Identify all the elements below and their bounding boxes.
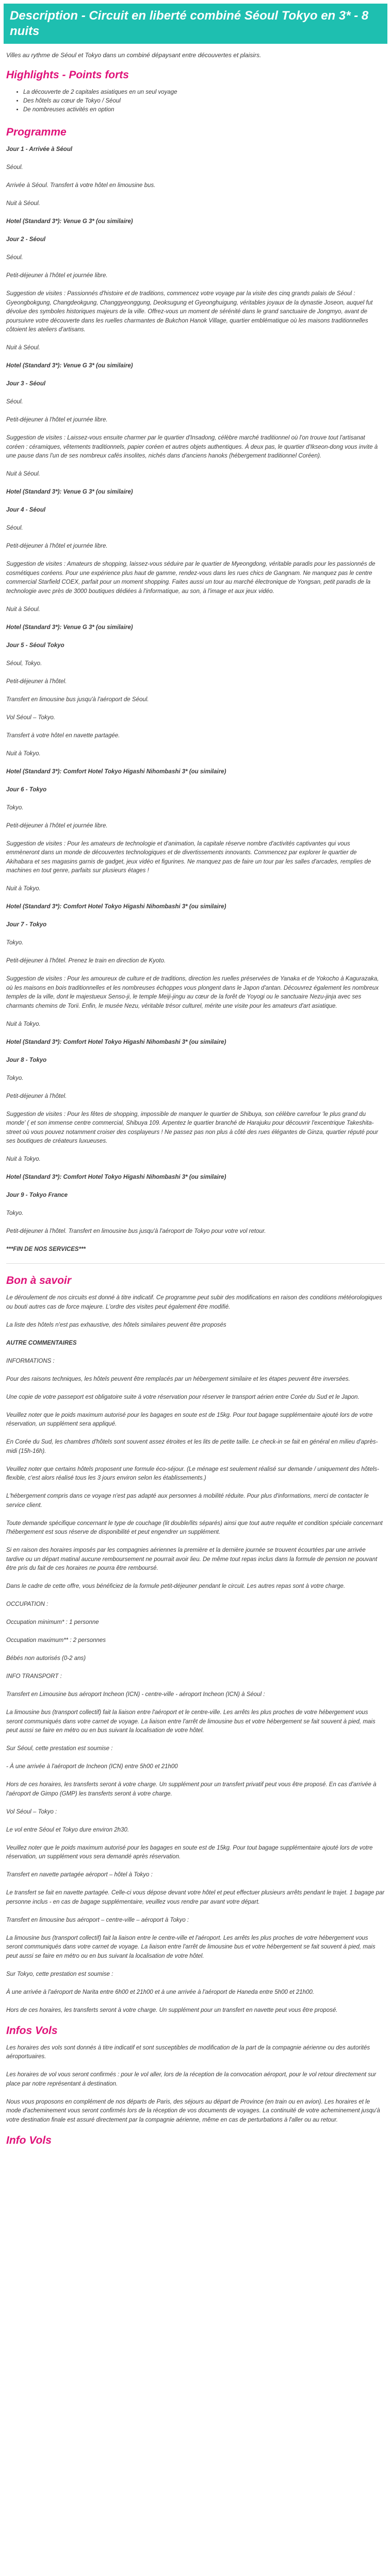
programme-heading-line: ***FIN DE NOS SERVICES***	[6, 1246, 86, 1252]
programme-paragraph: Nuit à Tokyo.	[6, 886, 41, 892]
bon-a-savoir-paragraph: Veuillez noter que le poids maximum autorisé pour les bagages en soute est de 15kg. Pour tout bagage supplémentaire ajouté lors de votre réservation, un supplément sera appliqué.	[6, 1412, 373, 1427]
programme-heading-line: Jour 4 - Séoul	[6, 507, 46, 513]
programme-paragraph: Séoul.	[6, 525, 23, 531]
bon-a-savoir-paragraph: Dans le cadre de cette offre, vous bénéficiez de la formule petit-déjeuner pendant le circuit. Les autres repas sont à votre charge.	[6, 1583, 346, 1589]
bon-a-savoir-paragraph: Vol Séoul – Tokyo :	[6, 1808, 57, 1815]
programme-paragraph: Arrivée à Séoul. Transfert à votre hôtel en limousine bus.	[6, 182, 156, 189]
programme-paragraph: Petit-déjeuner à l'hôtel et journée libre.	[6, 822, 108, 829]
bon-a-savoir-paragraph: À une arrivée à l'aéroport de Narita entre 6h00 et 21h00 et à une arrivée à l'aéroport de Haneda entre 5h00 et 21h00.	[6, 1989, 315, 1995]
programme-body	[6, 145, 385, 1255]
programme-heading-line: Jour 9 - Tokyo France	[6, 1192, 68, 1198]
programme-paragraph: Suggestion de visites : Pour les amoureux de culture et de traditions, direction les ruelles préservées de Yanaka et de Yokocho à Kagurazaka, où les maisons en bois traditionnelles et les nombreuses échoppes vous plongent dans le Japon d'antan. Découvrez également les nombreux temples de la ville, dont le majestueux Senso-ji, le temple Meiji-jingu au cœur de la forêt de Yoyogi ou le sanctuaire Nezu-jinja avec ses charmants chemins de Torii. Enfin, le musée Nezu, véritable trésor culturel, mérite une visite pour les amateurs d'art asiatique.	[6, 976, 379, 1009]
programme-heading: Programme	[6, 126, 67, 138]
programme-paragraph: Petit-déjeuner à l'hôtel et journée libre.	[6, 417, 108, 423]
highlight-item: • Des hôtels au cœur de Tokyo / Séoul	[23, 97, 387, 106]
programme-paragraph: Nuit à Tokyo.	[6, 1021, 41, 1027]
programme-paragraph: Petit-déjeuner à l'hôtel et journée libre.	[6, 273, 108, 279]
bon-a-savoir-paragraph: Le déroulement de nos circuits est donné à titre indicatif. Ce programme peut subir des modifications en raison des conditions météorologiques ou bouti autres cas de force majeure. L'ordre des visites peut également être modifié.	[6, 1295, 382, 1310]
bon-a-savoir-paragraph: Transfert en Limousine bus aéroport Incheon (ICN) - centre-ville - aéroport Incheon (ICN) à Séoul :	[6, 1691, 265, 1698]
bon-a-savoir-paragraph: La limousine bus (transport collectif) fait la liaison entre le centre-ville et l'aéroport. Les arrêts les plus proches de votre hébergement vous seront communiqués dans votre carnet de voyage. La liaison entre l'arrêt de limousine bus et votre hébergement se fait souvent à pied, mais peut aussi se faire en métro ou en bus suivant la localisation de votre hôtel.	[6, 1935, 376, 1959]
programme-heading-line: Jour 1 - Arrivée à Séoul	[6, 146, 73, 152]
programme-heading-line: Jour 8 - Tokyo	[6, 1057, 47, 1063]
programme-heading-line: Hotel (Standard 3*): Venue G 3* (ou similaire)	[6, 363, 133, 369]
bon-a-savoir-paragraph: Le transfert se fait en navette partagée. Celle-ci vous dépose devant votre hôtel et peut effectuer plusieurs arrêts pendant le trajet. 1 bagage par personne inclus - en cas de bagage supplémentaire, veuillez vous rendre par avant votre départ.	[6, 1890, 385, 1905]
programme-paragraph: Nuit à Séoul.	[6, 471, 40, 477]
programme-heading-line: Hotel (Standard 3*): Comfort Hotel Tokyo Higashi Nihombashi 3* (ou similaire)	[6, 904, 226, 910]
programme-heading-line: Jour 7 - Tokyo	[6, 922, 47, 928]
infos-vols-paragraph: Les horaires des vols sont donnés à titre indicatif et sont susceptibles de modification de la part de la compagnie aérienne ou des autorités aéroportuaires.	[6, 2044, 370, 2060]
programme-paragraph: Suggestion de visites : Amateurs de shopping, laissez-vous séduire par le quartier de Myeongdong, véritable paradis pour les passionnés de cosmétiques coréens. Pour une expérience plus haut de gamme, rendez-vous dans les rues chics de Gangnam. Ne manquez pas le centre commercial Starfield COEX, parfait pour un moment shopping. Faites aussi un tour au marché électronique de Yongsan, petit paradis de la technologie avec près de 3000 boutiques dédiées à l'informatique, au son, à l'image et aux jeux vidéo.	[6, 561, 376, 595]
programme-paragraph: Suggestion de visites : Passionnés d'histoire et de traditions, commencez votre voyage par la visite des cinq grands palais de Séoul : Gyeongbokgung, Changdeokgung, Changgyeonggung, Deoksugung et Gyeonghuigung, véritables joyaux de la dynastie Joseon, auquel fut dévolue des symboles historiques majeurs de la ville. Offrez-vous un moment de sérénité dans le grand sanctuaire de Jongmyo, avant de poursuivre votre découverte dans les ruelles charmantes de Bukchon Hanok Village, quartier emblématique où les maisons traditionnelles côtoient les ateliers d'artisans.	[6, 291, 373, 333]
bon-a-savoir-paragraph: Hors de ces horaires, les transferts seront à votre charge. Un supplément pour un transfert privatif peut vous être proposé. En cas d'arrivée à l'aéroport de Gimpo (GMP) les transferts seront à votre charge.	[6, 1782, 377, 1797]
highlight-item: • De nombreuses activités en option	[23, 106, 387, 114]
page-root	[0, 4, 391, 2147]
programme-paragraph: Séoul.	[6, 164, 23, 171]
bon-a-savoir-heading: Bon à savoir	[6, 1275, 72, 1286]
programme-paragraph: Tokyo.	[6, 804, 24, 811]
bon-a-savoir-paragraph: Hors de ces horaires, les transferts seront à votre charge. Un supplément pour un transfert en navette peut vous être proposé.	[6, 2007, 338, 2013]
bon-a-savoir-paragraph: Occupation maximum** : 2 personnes	[6, 1637, 106, 1643]
programme-paragraph: Transfert en limousine bus jusqu'à l'aéroport de Séoul.	[6, 696, 149, 703]
bon-a-savoir-heading-line: AUTRE COMMENTAIRES	[6, 1340, 77, 1346]
programme-paragraph: Petit-déjeuner à l'hôtel et journée libre.	[6, 543, 108, 549]
programme-heading-line: Jour 3 - Séoul	[6, 381, 46, 387]
programme-paragraph: Suggestion de visites : Pour les amateurs de technologie et d'animation, la capitale réserve nombre d'activités captivantes qui vous emmèneront dans un monde de découvertes technologiques et de divertissements innovants. Commencez par explorer le quartier de Akihabara et ses magasins garnis de gadget, jeux vidéo et figurines. Ne manquez pas de faire un tour par les salles d'arcades, remplies de machines en tout genre, parfaits sur plusieurs étages !	[6, 840, 371, 874]
bon-a-savoir-paragraph: Veuillez noter que certains hôtels proposent une formule éco-séjour. (Le ménage est seulement réalisé sur demande / uniquement des hôtels-flexible, c'est alors réalisé tous les 3 jours environ selon les établissements.)	[6, 1466, 379, 1481]
programme-paragraph: Nuit à Tokyo.	[6, 1156, 41, 1162]
bon-a-savoir-paragraph: La liste des hôtels n'est pas exhaustive, des hôtels similaires peuvent être proposés	[6, 1321, 226, 1328]
programme-paragraph: Petit-déjeuner à l'hôtel.	[6, 678, 67, 685]
bon-a-savoir-paragraph: La limousine bus (transport collectif) fait la liaison entre l'aéroport et le centre-ville. Les arrêts les plus proches de votre hébergement vous seront communiqués dans votre carnet de voyage. La liaison entre l'arrêt de limousine bus et votre hébergement se fait souvent à pied, mais peut aussi se faire en métro ou en bus suivant la localisation de votre hôtel.	[6, 1709, 376, 1734]
programme-heading-line: Jour 6 - Tokyo	[6, 786, 47, 793]
infos-vols-heading: Infos Vols	[6, 2024, 58, 2037]
highlights-list	[4, 88, 387, 114]
bon-a-savoir-paragraph: INFORMATIONS :	[6, 1358, 55, 1364]
programme-heading-line: Hotel (Standard 3*): Comfort Hotel Tokyo Higashi Nihombashi 3* (ou similaire)	[6, 1039, 226, 1045]
programme-paragraph: Transfert à votre hôtel en navette partagée.	[6, 732, 120, 739]
programme-paragraph: Nuit à Séoul.	[6, 345, 40, 351]
programme-heading-line: Hotel (Standard 3*): Venue G 3* (ou similaire)	[6, 489, 133, 495]
bon-a-savoir-paragraph: L'hébergement compris dans ce voyage n'est pas adapté aux personnes à mobilité réduite. Pour plus d'informations, merci de contacter le service client.	[6, 1493, 369, 1509]
programme-paragraph: Tokyo.	[6, 1210, 24, 1216]
programme-heading-line: Hotel (Standard 3*): Comfort Hotel Tokyo Higashi Nihombashi 3* (ou similaire)	[6, 768, 226, 775]
bon-a-savoir-paragraph: Le vol entre Séoul et Tokyo dure environ 2h30.	[6, 1826, 129, 1833]
bon-a-savoir-paragraph: Une copie de votre passeport est obligatoire suite à votre réservation pour réserver le transport aérien entre Corée du Sud et le Japon.	[6, 1394, 360, 1400]
programme-paragraph: Tokyo.	[6, 940, 24, 946]
programme-heading-line: Hotel (Standard 3*): Venue G 3* (ou similaire)	[6, 218, 133, 225]
programme-paragraph: Petit-déjeuner à l'hôtel.	[6, 1093, 67, 1099]
programme-paragraph: Suggestion de visites : Pour les fêtes de shopping, impossible de manquer le quartier de Shibuya, son célèbre carrefour 'le plus grand du monde' ( et son immense centre commercial, Shibuya 109. Arpentez le quartier branché de Harajuku pour découvrir l'excentrique Takeshita-street où vous pouvez notamment croiser des cosplayeurs ! Ne passez pas non plus à côté des rues élégantes de Ginza, quartier réputé pour ses boutiques de créateurs luxueuses.	[6, 1111, 379, 1144]
programme-paragraph: Nuit à Séoul.	[6, 200, 40, 207]
bon-a-savoir-paragraph: Transfert en navette partagée aéroport – hôtel à Tokyo :	[6, 1872, 153, 1878]
programme-paragraph: Petit-déjeuner à l'hôtel. Prenez le train en direction de Kyoto.	[6, 958, 166, 964]
programme-paragraph: Séoul.	[6, 255, 23, 261]
infos-vols-paragraph: Nous vous proposons en complément de nos départs de Paris, des séjours au départ de Province (en train ou en avion). Les horaires et le mode d'acheminement vous seront confirmés lors de la réception de vos documents de voyages. La continuité de votre acheminement jusqu'à votre destination finale est assuré directement par la compagnie aérienne, même en cas de perturbations à l'aller ou au retour.	[6, 2098, 380, 2123]
programme-paragraph: Suggestion de visites : Laissez-vous ensuite charmer par le quartier d'Insadong, célèbre marché traditionnel où l'on trouve tout l'artisanat coréen : céramiques, vêtements traditionnels, papier coréen et autres objets authentiques. À deux pas, le quartier d'Ikseon-dong vous invite à une pause dans l'un de ses nombreux cafés insolites, nichés dans d'anciens hanoks (hébergement traditionnel Coréen).	[6, 435, 378, 459]
programme-paragraph: Séoul.	[6, 399, 23, 405]
bon-a-savoir-paragraph: Transfert en limousine bus aéroport – centre-ville – aéroport à Tokyo :	[6, 1917, 189, 1923]
programme-paragraph: Nuit à Tokyo.	[6, 750, 41, 757]
programme-paragraph: Petit-déjeuner à l'hôtel. Transfert en limousine bus jusqu'à l'aéroport de Tokyo pour votre vol retour.	[6, 1228, 266, 1234]
programme-paragraph: Tokyo.	[6, 1075, 24, 1081]
bon-a-savoir-paragraph: Toute demande spécifique concernant le type de couchage (lit double/lits séparés) ainsi que tout autre requête et condition spéciale concernant l'hébergement est sous réserve de disponibilité et peut engendrer un supplément.	[6, 1520, 383, 1535]
intro-text: Villes au rythme de Séoul et Tokyo dans un combiné dépaysant entre découvertes et plaisirs.	[6, 52, 262, 59]
infos-vols-body	[6, 2044, 385, 2125]
highlights-heading: Highlights - Points forts	[6, 69, 129, 81]
page-title-banner: Description - Circuit en liberté combiné Séoul Tokyo en 3* - 8 nuits	[4, 4, 387, 44]
info-vols-heading: Info Vols	[6, 2134, 52, 2146]
programme-paragraph: Séoul, Tokyo.	[6, 660, 42, 667]
bon-a-savoir-paragraph: Si en raison des horaires imposés par les compagnies aériennes la première et la dernière journée se trouvent écourtées par une arrivée tardive ou un départ matinal aucune remboursement ne pourrait avoir lieu. De même tout repas inclus dans la formule de pension ne pouvant être pris du fait de ces horaires ne pourra être remboursé.	[6, 1547, 378, 1571]
bon-a-savoir-paragraph: - À une arrivée à l'aéroport de Incheon (ICN) entre 5h00 et 21h00	[6, 1764, 178, 1770]
bon-a-savoir-paragraph: Occupation minimum* : 1 personne	[6, 1619, 99, 1625]
bon-a-savoir-body	[6, 1294, 385, 2015]
programme-heading-line: Hotel (Standard 3*): Venue G 3* (ou similaire)	[6, 624, 133, 631]
infos-vols-paragraph: Les horaires de vol vous seront confirmés : pour le vol aller, lors de la réception de la convocation aéroport, pour le vol retour directement sur place par notre représentant à destination.	[6, 2072, 377, 2087]
bon-a-savoir-paragraph: En Corée du Sud, les chambres d'hôtels sont souvent assez étroites et les lits de petite taille. Le check-in se fait en général en milieu d'après-midi (15h-16h).	[6, 1439, 378, 1454]
bon-a-savoir-paragraph: Pour des raisons techniques, les hôtels peuvent être remplacés par un hébergement similaire et les étapes peuvent être inversées.	[6, 1376, 350, 1382]
bon-a-savoir-paragraph: Bébés non autorisés (0-2 ans)	[6, 1655, 86, 1662]
programme-paragraph: Nuit à Séoul.	[6, 606, 40, 613]
highlight-item: • La découverte de 2 capitales asiatiques en un seul voyage	[23, 88, 387, 97]
programme-paragraph: Vol Séoul – Tokyo.	[6, 714, 56, 721]
bon-a-savoir-paragraph: Veuillez noter que le poids maximum autorisé pour les bagages en soute est de 15kg. Pour tout bagage supplémentaire ajouté lors de votre réservation, un supplément vous sera demandé après réservation.	[6, 1844, 373, 1860]
bon-a-savoir-paragraph: Sur Tokyo, cette prestation est soumise :	[6, 1971, 113, 1977]
bon-a-savoir-paragraph: Sur Séoul, cette prestation est soumise :	[6, 1745, 113, 1752]
bon-a-savoir-paragraph: INFO TRANSPORT :	[6, 1673, 62, 1680]
programme-heading-line: Jour 2 - Séoul	[6, 236, 46, 243]
programme-heading-line: Jour 5 - Séoul Tokyo	[6, 642, 64, 649]
divider	[6, 1263, 385, 1264]
programme-heading-line: Hotel (Standard 3*): Comfort Hotel Tokyo Higashi Nihombashi 3* (ou similaire)	[6, 1174, 226, 1180]
bon-a-savoir-paragraph: OCCUPATION :	[6, 1601, 48, 1607]
